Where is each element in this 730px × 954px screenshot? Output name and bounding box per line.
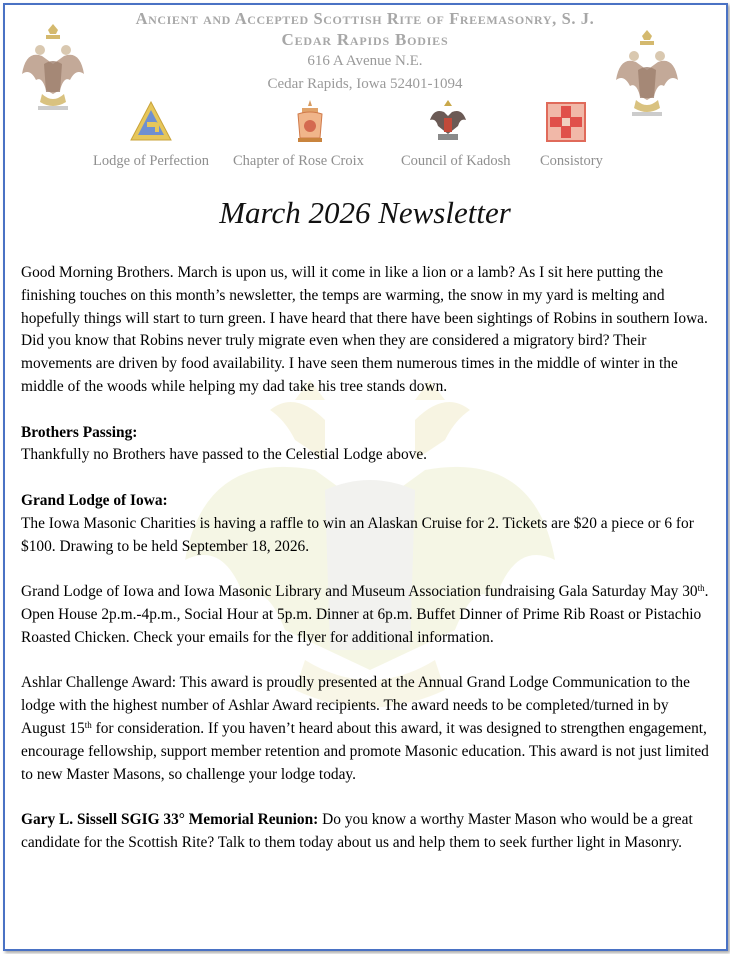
newsletter-title: March 2026 Newsletter	[219, 195, 511, 230]
gala-paragraph: Grand Lodge of Iowa and Iowa Masonic Library and Museum Association fundraising Gala Saturday May 30th. Open House 2p.m.-4p.m., Social Hour at 5p.m. Dinner at 6p.m. Buffet Dinner of Prime Rib Roast or Pistachio Roasted Chicken. Check your emails for the flyer for additional information.	[21, 583, 709, 646]
body-label-lodge-of-perfection: Lodge of Perfection	[93, 153, 209, 169]
section-heading-reunion: Gary L. Sissell SGIG 33° Memorial Reunion:	[21, 811, 319, 829]
body-label-council-of-kadosh: Council of Kadosh	[401, 153, 511, 169]
section-heading-brothers-passing: Brothers Passing:	[21, 423, 138, 441]
brothers-passing-text: Thankfully no Brothers have passed to the Celestial Lodge above.	[21, 446, 428, 464]
body-label-chapter-of-rose-croix: Chapter of Rose Croix	[233, 153, 364, 169]
reunion-paragraph: Gary L. Sissell SGIG 33° Memorial Reunion: Do you know a worthy Master Mason who would be a great candidate for the Scottish Rite? Talk to them today about us and help them to seek further light in Masonry.	[21, 811, 693, 851]
address-street: 616 A Avenue N.E.	[307, 53, 423, 69]
delta-triangle-icon	[129, 100, 173, 144]
double-headed-eagle-icon	[20, 24, 86, 116]
body-label-consistory: Consistory	[540, 153, 603, 169]
ashlar-award-paragraph: Ashlar Challenge Award: This award is proudly presented at the Annual Grand Lodge Communication to the lodge with the highest number of Ashlar Award recipients. The award needs to be completed/turned in by August 15th for consideration. If you haven’t heard about this award, it was designed to strengthen engagement, encourage fellowship, support member retention and promote Masonic education. This award is not just limited to new Master Masons, so challenge your lodge today.	[21, 674, 709, 783]
newsletter-body	[21, 262, 711, 855]
intro-paragraph: Good Morning Brothers. March is upon us, will it come in like a lion or a lamb? As I sit here putting the finishing touches on this month’s newsletter, the temps are warming, the snow in my yard is melting and hopefully things will start to turn green. I have heard that there have been sightings of Robins in southern Iowa. Did you know that Robins never truly migrate even when they are considered a migratory bird? Their movements are driven by food availability. I have seen them numerous times in the middle of winter in the middle of the woods while helping my dad take his tree stands down.	[21, 264, 708, 395]
address-city: Cedar Rapids, Iowa 52401-1094	[267, 76, 463, 92]
raffle-paragraph: The Iowa Masonic Charities is having a raffle to win an Alaskan Cruise for 2. Tickets are $20 a piece or 6 for $100. Drawing to be held September 18, 2026.	[21, 514, 694, 555]
rose-croix-icon	[288, 100, 332, 144]
organization-bodies-name: Cedar Rapids Bodies	[281, 30, 449, 49]
organization-name: Ancient and Accepted Scottish Rite of Freemasonry, S. J.	[135, 9, 595, 28]
double-headed-eagle-icon	[614, 30, 680, 122]
kadosh-eagle-icon	[426, 100, 470, 144]
teutonic-cross-icon	[544, 100, 588, 144]
section-heading-grand-lodge: Grand Lodge of Iowa:	[21, 491, 168, 509]
